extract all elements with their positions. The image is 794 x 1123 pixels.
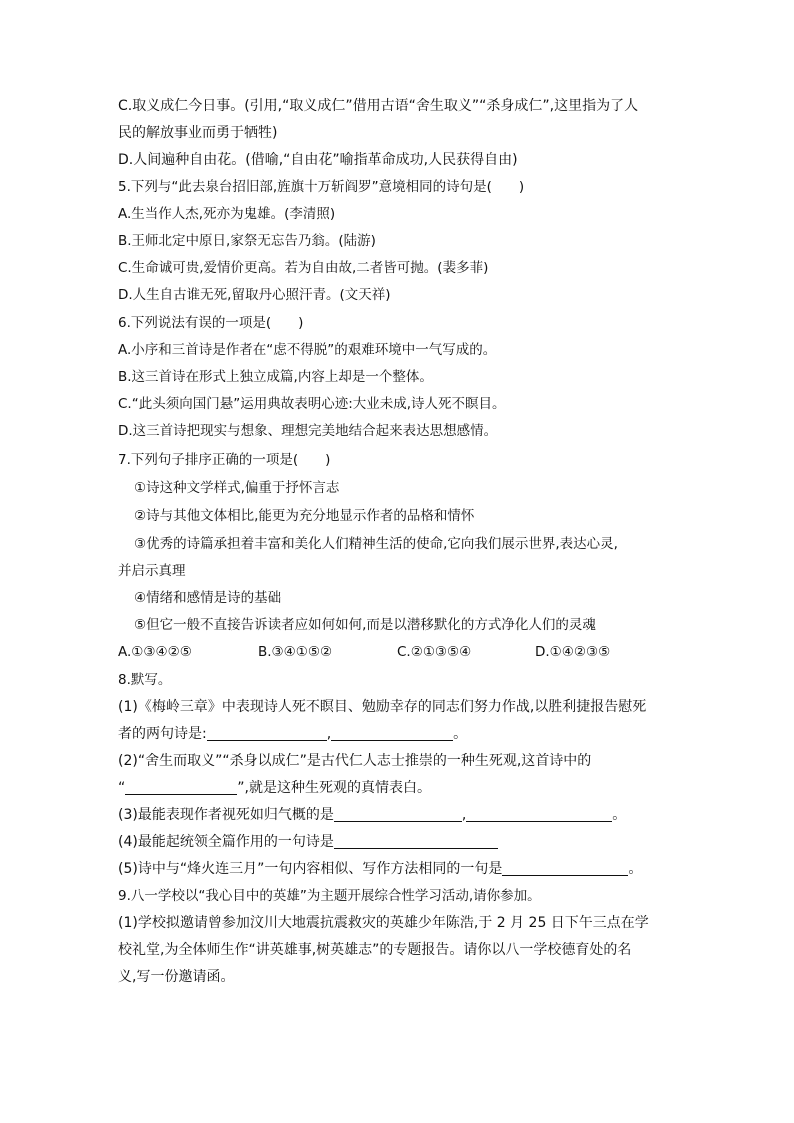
q8-item1-line2 [118, 724, 688, 744]
q8-item1-comma: , [326, 726, 332, 742]
question-6: 6.下列说法有误的一项是( ) [118, 315, 304, 331]
q7-options [118, 642, 688, 662]
q8-item1-blank-1[interactable] [207, 724, 327, 741]
q8-item2-suffix: ”,就是这种生死观的真情表白。 [237, 780, 431, 796]
q7-option-b: B.③④①⑤② [258, 644, 333, 660]
q4-option-c-line1: C.取义成仁今日事。(引用,“取义成仁”借用古语“舍生取义”“杀身成仁”,这里指为了人 [118, 98, 639, 114]
q5-option-d: D.人生自古谁无死,留取丹心照汗青。(文天祥) [118, 287, 391, 303]
q8-item2-quote-open: “ [118, 780, 126, 796]
question-9: 9.八一学校以“我心目中的英雄”为主题开展综合性学习活动,请你参加。 [118, 888, 541, 904]
q6-option-b: B.这三首诗在形式上独立成篇,内容上却是一个整体。 [118, 369, 433, 385]
q8-item1-line1: (1)《梅岭三章》中表现诗人死不瞑目、勉励幸存的同志们努力作战,以胜利捷报告慰死 [118, 699, 647, 715]
q7-sentence-3-line1: ③优秀的诗篇承担着丰富和美化人们精神生活的使命,它向我们展示世界,表达心灵, [134, 536, 618, 552]
q8-item2-line1: (2)“舍生而取义”“杀身以成仁”是古代仁人志士推崇的一种生死观,这首诗中的 [118, 753, 592, 769]
q7-sentence-2: ②诗与其他文体相比,能更为充分地显示作者的品格和情怀 [134, 508, 475, 524]
q8-item4-prefix: (4)最能起统领全篇作用的一句诗是 [118, 834, 334, 850]
q8-item3-prefix: (3)最能表现作者视死如归气概的是 [118, 807, 334, 823]
q8-item1-prefix: 者的两句诗是: [118, 726, 207, 742]
q5-option-a: A.生当作人杰,死亦为鬼雄。(李清照) [118, 206, 336, 222]
q4-option-c-line2: 民的解放事业而勇于牺牲) [118, 125, 278, 141]
q5-option-b: B.王师北定中原日,家祭无忘告乃翁。(陆游) [118, 233, 376, 249]
q7-sentence-4: ④情绪和感情是诗的基础 [134, 590, 282, 606]
q4-option-d: D.人间遍种自由花。(借喻,“自由花”喻指革命成功,人民获得自由) [118, 152, 518, 168]
q7-option-a: A.①③④②⑤ [118, 644, 192, 660]
q7-option-c: C.②①③⑤④ [397, 644, 472, 660]
q7-sentence-3-line2: 并启示真理 [118, 563, 186, 579]
q8-item3-blank-2[interactable] [466, 805, 612, 822]
q8-item2-blank[interactable] [125, 778, 237, 795]
q8-item1-blank-2[interactable] [331, 724, 453, 741]
q7-sentence-1: ①诗这种文学样式,偏重于抒怀言志 [134, 480, 340, 496]
question-7: 7.下列句子排序正确的一项是( ) [118, 452, 331, 468]
q8-item5-blank[interactable] [502, 859, 628, 876]
q8-item3-blank-1[interactable] [334, 805, 462, 822]
q8-item4 [118, 832, 688, 852]
q8-item2-line2 [118, 778, 688, 798]
q6-option-c: C.“此头须向国门悬”运用典故表明心迹:大业未成,诗人死不瞑目。 [118, 396, 506, 412]
question-8: 8.默写。 [118, 672, 172, 688]
q5-option-c: C.生命诚可贵,爱情价更高。若为自由故,二者皆可抛。(裴多菲) [118, 260, 489, 276]
q8-item5-prefix: (5)诗中与“烽火连三月”一句内容相似、写作方法相同的一句是 [118, 861, 503, 877]
q8-item4-blank[interactable] [334, 832, 498, 849]
q8-item5 [118, 859, 688, 879]
q9-item1-line1: (1)学校拟邀请曾参加汶川大地震抗震救灾的英雄少年陈浩,于 2 月 25 日下午三点在学 [118, 915, 649, 931]
q8-item3-end: 。 [612, 807, 627, 823]
q8-item1-end: 。 [453, 726, 468, 742]
q9-item1-line2: 校礼堂,为全体师生作“讲英雄事,树英雄志”的专题报告。请你以八一学校德育处的名 [118, 942, 632, 958]
q7-option-d: D.①④②③⑤ [535, 644, 611, 660]
q8-item3-comma: , [461, 807, 467, 823]
q7-sentence-5: ⑤但它一般不直接告诉读者应如何如何,而是以潜移默化的方式净化人们的灵魂 [134, 617, 596, 633]
q8-item5-end: 。 [628, 861, 643, 877]
q6-option-a: A.小序和三首诗是作者在“虑不得脱”的艰难环境中一气写成的。 [118, 342, 497, 358]
q8-item3 [118, 805, 688, 825]
q9-item1-line3: 义,写一份邀请函。 [118, 969, 235, 985]
q6-option-d: D.这三首诗把现实与想象、理想完美地结合起来表达思想感情。 [118, 423, 498, 439]
question-5: 5.下列与“此去泉台招旧部,旌旗十万斩阎罗”意境相同的诗句是( ) [118, 179, 525, 195]
